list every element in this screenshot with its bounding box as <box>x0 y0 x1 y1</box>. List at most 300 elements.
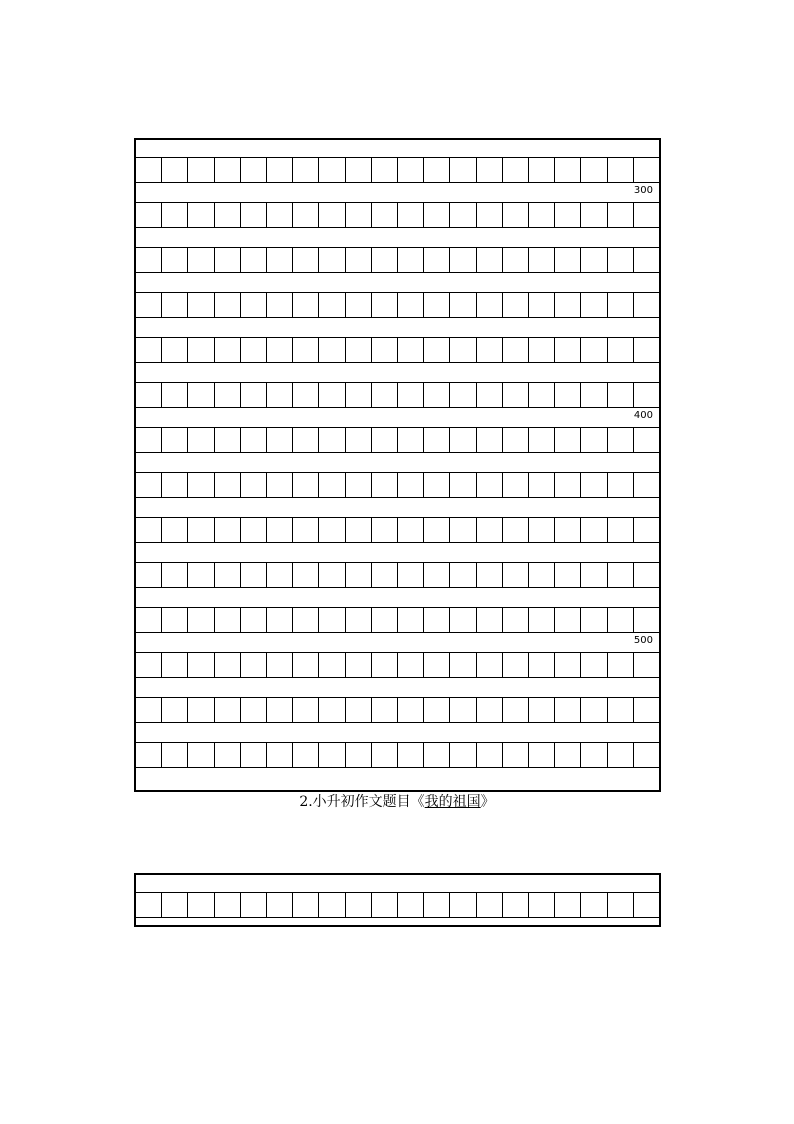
grid-cell <box>529 518 555 542</box>
grid-cell <box>215 338 241 362</box>
grid-gap-row <box>136 408 659 427</box>
grid-cell <box>477 743 503 767</box>
grid-cell <box>241 608 267 632</box>
grid-cell <box>293 563 319 587</box>
grid-cell <box>555 743 581 767</box>
grid-cell <box>581 563 607 587</box>
grid-cell <box>529 293 555 317</box>
grid-cell <box>215 473 241 497</box>
grid-cell <box>241 653 267 677</box>
grid-cell <box>267 893 293 917</box>
grid-cell <box>293 248 319 272</box>
grid-cell <box>529 653 555 677</box>
grid-cell <box>477 293 503 317</box>
grid-cell <box>372 158 398 182</box>
grid-gap-row <box>136 633 659 652</box>
grid-cell <box>398 293 424 317</box>
grid-cell <box>477 203 503 227</box>
grid-cell <box>555 338 581 362</box>
grid-cell <box>529 248 555 272</box>
grid-gap-row <box>136 768 659 787</box>
grid-cell <box>136 428 162 452</box>
grid-cell <box>424 473 450 497</box>
grid-cell <box>529 383 555 407</box>
grid-cell <box>450 158 476 182</box>
grid-cell <box>529 698 555 722</box>
grid-cell <box>529 743 555 767</box>
grid-cell <box>162 563 188 587</box>
grid-cell <box>477 383 503 407</box>
grid-cell <box>477 893 503 917</box>
grid-cell <box>529 608 555 632</box>
essay-title-suffix: 》 <box>480 794 495 810</box>
grid-cell <box>634 698 659 722</box>
grid-cell <box>215 653 241 677</box>
grid-cell <box>215 293 241 317</box>
grid-cell <box>188 338 214 362</box>
grid-gap-row <box>136 273 659 292</box>
grid-cell <box>424 293 450 317</box>
grid-cell <box>503 428 529 452</box>
grid-cell <box>372 518 398 542</box>
grid-cell <box>608 383 634 407</box>
grid-cell <box>398 608 424 632</box>
grid-cell <box>555 293 581 317</box>
grid-gap-row <box>136 498 659 517</box>
grid-cell <box>136 743 162 767</box>
grid-cell <box>529 563 555 587</box>
grid-cell <box>503 698 529 722</box>
grid-cell-row <box>136 517 659 543</box>
grid-cell <box>162 383 188 407</box>
grid-cell <box>293 653 319 677</box>
grid-cell <box>608 203 634 227</box>
grid-gap-row <box>136 678 659 697</box>
grid-cell <box>450 428 476 452</box>
grid-cell <box>503 653 529 677</box>
grid-cell-row <box>136 652 659 678</box>
grid-cell <box>477 563 503 587</box>
grid-cell <box>608 248 634 272</box>
grid-cell <box>215 698 241 722</box>
grid-cell <box>424 743 450 767</box>
grid-cell <box>372 563 398 587</box>
grid-cell <box>136 608 162 632</box>
grid-cell <box>634 293 659 317</box>
grid-cell-row <box>136 892 659 918</box>
grid-cell <box>346 893 372 917</box>
grid-cell <box>241 338 267 362</box>
grid-cell <box>319 383 345 407</box>
grid-cell <box>634 518 659 542</box>
grid-cell <box>136 473 162 497</box>
grid-cell <box>398 158 424 182</box>
grid-cell <box>608 563 634 587</box>
grid-cell <box>319 203 345 227</box>
essay-topic: 我的祖国 <box>424 794 481 810</box>
grid-cell <box>555 428 581 452</box>
grid-cell <box>188 473 214 497</box>
grid-cell <box>267 653 293 677</box>
grid-cell <box>346 563 372 587</box>
grid-cell <box>450 473 476 497</box>
grid-cell <box>634 248 659 272</box>
grid-cell <box>372 248 398 272</box>
grid-cell <box>215 428 241 452</box>
grid-cell <box>581 248 607 272</box>
grid-cell <box>215 203 241 227</box>
grid-cell <box>372 653 398 677</box>
grid-cell <box>241 248 267 272</box>
grid-cell <box>450 653 476 677</box>
grid-cell <box>424 698 450 722</box>
grid-cell <box>503 608 529 632</box>
grid-cell <box>162 428 188 452</box>
grid-cell <box>215 743 241 767</box>
grid-cell <box>608 338 634 362</box>
grid-cell <box>555 608 581 632</box>
grid-cell <box>293 893 319 917</box>
grid-cell <box>346 653 372 677</box>
grid-cell <box>293 473 319 497</box>
grid-cell <box>346 248 372 272</box>
grid-cell <box>372 893 398 917</box>
grid-cell <box>241 158 267 182</box>
grid-cell <box>136 698 162 722</box>
grid-cell <box>136 293 162 317</box>
grid-cell <box>503 203 529 227</box>
grid-cell <box>267 338 293 362</box>
grid-cell <box>319 338 345 362</box>
grid-cell <box>398 338 424 362</box>
grid-cell <box>162 743 188 767</box>
grid-cell <box>267 203 293 227</box>
grid-cell <box>241 293 267 317</box>
grid-cell <box>136 653 162 677</box>
grid-cell <box>608 473 634 497</box>
grid-gap-row <box>136 588 659 607</box>
grid-cell <box>608 293 634 317</box>
grid-cell-row <box>136 472 659 498</box>
grid-cell <box>581 698 607 722</box>
grid-cell <box>215 518 241 542</box>
grid-cell <box>555 383 581 407</box>
grid-cell <box>477 608 503 632</box>
grid-cell <box>188 743 214 767</box>
grid-cell <box>346 743 372 767</box>
grid-cell <box>241 203 267 227</box>
grid-cell <box>634 893 659 917</box>
grid-cell <box>319 698 345 722</box>
word-count-marker: 500 <box>633 635 653 646</box>
grid-cell <box>450 293 476 317</box>
grid-cell <box>215 608 241 632</box>
grid-cell <box>241 383 267 407</box>
grid-cell <box>608 518 634 542</box>
grid-cell <box>477 518 503 542</box>
grid-cell <box>477 653 503 677</box>
grid-cell <box>529 338 555 362</box>
grid-cell <box>267 248 293 272</box>
grid-cell <box>267 518 293 542</box>
grid-cell <box>136 248 162 272</box>
grid-cell <box>555 653 581 677</box>
grid-cell <box>581 653 607 677</box>
grid-cell <box>319 428 345 452</box>
grid-cell <box>398 653 424 677</box>
grid-cell <box>608 743 634 767</box>
grid-cell <box>372 293 398 317</box>
grid-cell <box>424 383 450 407</box>
grid-cell <box>424 203 450 227</box>
grid-cell <box>188 383 214 407</box>
grid-cell <box>398 893 424 917</box>
grid-cell <box>372 608 398 632</box>
grid-cell <box>477 338 503 362</box>
grid-cell <box>398 473 424 497</box>
grid-cell <box>188 203 214 227</box>
grid-cell <box>188 698 214 722</box>
grid-cell <box>450 338 476 362</box>
grid-cell <box>346 608 372 632</box>
grid-cell <box>215 248 241 272</box>
grid-cell <box>162 893 188 917</box>
grid-cell <box>608 698 634 722</box>
grid-cell <box>608 158 634 182</box>
grid-cell <box>162 293 188 317</box>
grid-cell <box>319 518 345 542</box>
grid-cell <box>503 338 529 362</box>
grid-cell <box>634 338 659 362</box>
grid-cell <box>555 248 581 272</box>
grid-cell <box>346 518 372 542</box>
grid-cell <box>608 893 634 917</box>
grid-cell <box>319 248 345 272</box>
grid-cell <box>450 563 476 587</box>
grid-cell <box>581 518 607 542</box>
grid-cell <box>346 428 372 452</box>
grid-cell <box>293 158 319 182</box>
grid-gap-row <box>136 363 659 382</box>
grid-cell <box>346 383 372 407</box>
grid-cell <box>293 338 319 362</box>
grid-cell <box>346 473 372 497</box>
essay-title-prefix: 2.小升初作文题目《 <box>299 794 425 810</box>
grid-cell <box>215 383 241 407</box>
grid-cell <box>424 608 450 632</box>
grid-cell-row <box>136 247 659 273</box>
grid-cell <box>581 338 607 362</box>
grid-cell <box>319 293 345 317</box>
grid-cell <box>503 743 529 767</box>
grid-cell <box>634 653 659 677</box>
grid-cell <box>188 158 214 182</box>
grid-cell <box>398 248 424 272</box>
grid-cell <box>398 428 424 452</box>
grid-cell <box>346 158 372 182</box>
grid-cell <box>319 893 345 917</box>
grid-cell <box>634 743 659 767</box>
grid-cell <box>188 893 214 917</box>
grid-cell <box>293 608 319 632</box>
grid-cell <box>136 158 162 182</box>
grid-cell <box>136 203 162 227</box>
grid-cell <box>477 698 503 722</box>
grid-gap-row <box>136 140 659 157</box>
grid-cell <box>241 473 267 497</box>
grid-cell <box>267 158 293 182</box>
grid-cell <box>503 893 529 917</box>
grid-gap-row <box>136 875 659 892</box>
grid-cell <box>319 608 345 632</box>
grid-cell <box>503 563 529 587</box>
word-count-marker: 300 <box>633 185 653 196</box>
grid-cell <box>372 428 398 452</box>
grid-cell-row <box>136 427 659 453</box>
grid-cell <box>503 248 529 272</box>
grid-cell-row <box>136 202 659 228</box>
grid-cell <box>529 893 555 917</box>
grid-cell <box>162 248 188 272</box>
grid-gap-row <box>136 543 659 562</box>
grid-cell <box>398 518 424 542</box>
grid-cell <box>398 698 424 722</box>
grid-cell <box>346 293 372 317</box>
grid-cell-row <box>136 337 659 363</box>
grid-cell <box>555 563 581 587</box>
grid-cell <box>424 158 450 182</box>
grid-cell <box>529 473 555 497</box>
grid-gap-row <box>136 453 659 472</box>
grid-cell <box>136 518 162 542</box>
grid-cell <box>372 383 398 407</box>
grid-cell <box>319 743 345 767</box>
grid-cell <box>267 383 293 407</box>
grid-cell <box>634 473 659 497</box>
grid-cell <box>267 743 293 767</box>
grid-cell <box>188 653 214 677</box>
grid-cell <box>555 893 581 917</box>
grid-cell <box>424 428 450 452</box>
grid-cell <box>555 473 581 497</box>
grid-cell <box>188 428 214 452</box>
grid-cell <box>372 203 398 227</box>
grid-cell <box>398 563 424 587</box>
grid-cell <box>634 563 659 587</box>
grid-cell <box>188 518 214 542</box>
grid-cell <box>555 158 581 182</box>
grid-cell <box>581 743 607 767</box>
grid-cell <box>241 518 267 542</box>
grid-cell-row <box>136 562 659 588</box>
grid-cell <box>477 428 503 452</box>
grid-gap-row <box>136 723 659 742</box>
grid-cell <box>503 473 529 497</box>
grid-cell <box>581 293 607 317</box>
grid-cell <box>555 203 581 227</box>
grid-cell <box>267 293 293 317</box>
grid-cell <box>581 473 607 497</box>
grid-cell <box>424 518 450 542</box>
grid-cell <box>450 383 476 407</box>
grid-cell <box>293 518 319 542</box>
grid-gap-row <box>136 228 659 247</box>
grid-cell <box>267 428 293 452</box>
grid-cell <box>267 473 293 497</box>
essay-title <box>0 793 794 811</box>
grid-cell <box>293 203 319 227</box>
grid-cell <box>162 518 188 542</box>
grid-cell <box>215 563 241 587</box>
grid-cell <box>529 158 555 182</box>
grid-cell <box>215 893 241 917</box>
grid-cell <box>372 338 398 362</box>
grid-cell <box>241 698 267 722</box>
grid-cell <box>346 338 372 362</box>
grid-cell <box>450 518 476 542</box>
grid-cell <box>241 563 267 587</box>
grid-cell <box>581 893 607 917</box>
grid-cell <box>634 158 659 182</box>
grid-cell <box>555 518 581 542</box>
grid-cell <box>581 158 607 182</box>
word-count-marker: 400 <box>633 410 653 421</box>
grid-cell <box>188 293 214 317</box>
writing-grid-main <box>134 138 661 792</box>
grid-cell <box>241 428 267 452</box>
grid-cell <box>477 473 503 497</box>
grid-cell <box>477 248 503 272</box>
grid-cell <box>319 473 345 497</box>
grid-cell-row <box>136 697 659 723</box>
grid-cell <box>136 563 162 587</box>
grid-cell-row <box>136 607 659 633</box>
grid-cell <box>555 698 581 722</box>
grid-cell <box>450 698 476 722</box>
grid-cell <box>477 158 503 182</box>
grid-cell <box>503 158 529 182</box>
grid-cell <box>267 698 293 722</box>
grid-cell <box>267 608 293 632</box>
grid-cell <box>581 383 607 407</box>
grid-cell <box>319 158 345 182</box>
grid-cell <box>162 473 188 497</box>
grid-cell <box>162 338 188 362</box>
grid-cell <box>450 893 476 917</box>
writing-grid-next <box>134 873 661 927</box>
grid-cell <box>293 698 319 722</box>
grid-cell-row <box>136 157 659 183</box>
grid-cell <box>608 653 634 677</box>
grid-cell <box>450 248 476 272</box>
grid-cell <box>424 248 450 272</box>
grid-cell-row <box>136 382 659 408</box>
grid-cell <box>188 563 214 587</box>
grid-cell <box>319 653 345 677</box>
grid-cell <box>398 743 424 767</box>
grid-cell <box>398 383 424 407</box>
grid-cell <box>241 743 267 767</box>
grid-cell <box>162 203 188 227</box>
grid-cell <box>608 428 634 452</box>
grid-cell <box>424 563 450 587</box>
grid-cell <box>162 698 188 722</box>
grid-cell <box>162 653 188 677</box>
grid-cell <box>293 293 319 317</box>
grid-cell <box>634 428 659 452</box>
grid-gap-row <box>136 183 659 202</box>
grid-cell <box>608 608 634 632</box>
